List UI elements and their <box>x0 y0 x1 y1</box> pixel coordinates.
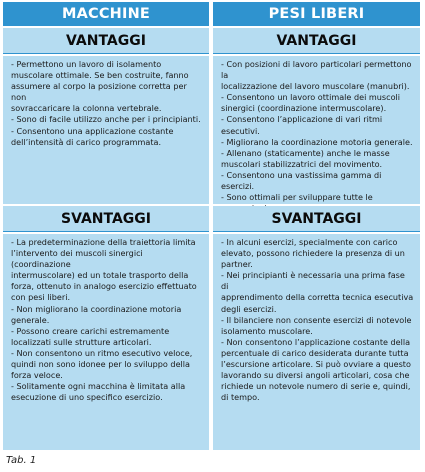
vantaggi-right-line: - Consentono una vastissima gamma di esercizi. <box>221 169 382 192</box>
vantaggi-left-line: muscolare ottimale. Se ben costruite, fanno <box>11 70 189 81</box>
svantaggi-left-line: esecuzione di uno specifico esercizio. <box>11 392 163 403</box>
vantaggi-right-line: sinergici (coordinazione intermuscolare). <box>221 103 387 114</box>
vantaggi-title-left: VANTAGGI <box>3 28 209 54</box>
vantaggi-right-line: - Allenano (staticamente) anche le masse <box>221 147 390 158</box>
vantaggi-right-line: - Sono ottimali per sviluppare tutte le <box>221 192 373 203</box>
vantaggi-right-line: localizzazione del lavoro muscolare (manubri). <box>221 81 410 92</box>
svantaggi-left-line: l’intervento dei muscoli sinergici (coordinazione <box>11 248 143 270</box>
svantaggi-right-line: - Nei principianti è necessaria una prima fase di <box>221 270 405 292</box>
svantaggi-right-line: - Il bilanciere non consente esercizi di notevole <box>221 314 412 325</box>
svantaggi-right-line: - Non consentono l’applicazione costante della <box>221 336 411 347</box>
svantaggi-right-line: l’escursione articolare. Si può ovviare a questo <box>221 359 411 370</box>
vantaggi-left-line: sovraccaricare la colonna vertebrale. <box>11 103 162 114</box>
svantaggi-left-line: intermuscolare) ed un totale trasporto della <box>11 270 189 281</box>
header-macchine: MACCHINE <box>3 2 209 26</box>
svantaggi-left-line: - La predeterminazione della traiettoria limita <box>11 237 196 247</box>
svantaggi-left-line: - Possono creare carichi estremamente <box>11 325 170 336</box>
vantaggi-left-line: - Consentono una applicazione costante <box>11 125 174 136</box>
svantaggi-cell-right <box>213 234 420 450</box>
vantaggi-left-line: - Sono di facile utilizzo anche per i principianti. <box>11 114 201 125</box>
svantaggi-right-line: apprendimento della corretta tecnica esecutiva <box>221 292 414 303</box>
svantaggi-right-line: di tempo. <box>221 392 260 403</box>
vantaggi-cell-left <box>3 56 209 204</box>
table-caption: Tab. 1 <box>6 455 37 466</box>
svantaggi-right-line: - In alcuni esercizi, specialmente con carico <box>221 237 398 247</box>
svantaggi-right-line: partner. <box>221 259 253 270</box>
svantaggi-right-line: isolamento muscolare. <box>221 325 313 336</box>
header-pesi-liberi: PESI LIBERI <box>213 2 420 26</box>
svantaggi-left-line: generale. <box>11 314 50 325</box>
vantaggi-cell-right <box>213 56 420 204</box>
svantaggi-title-left: SVANTAGGI <box>3 206 209 232</box>
svantaggi-right-line: richiede un notevole numero di serie e, quindi, <box>221 381 411 392</box>
vantaggi-title-right: VANTAGGI <box>213 28 420 54</box>
svantaggi-left-line: quindi non sono idonee per lo sviluppo della <box>11 359 191 370</box>
vantaggi-left-line: - Permettono un lavoro di isolamento <box>11 59 162 69</box>
svantaggi-left-line: forza veloce. <box>11 370 63 381</box>
svantaggi-right-line: elevato, possono richiedere la presenza di un <box>221 248 405 259</box>
vantaggi-left-line: assumere al corpo la posizione corretta per non <box>11 81 187 103</box>
vantaggi-right-line: - Migliorano la coordinazione motoria generale. <box>221 136 413 147</box>
vantaggi-right-line: - Con posizioni di lavoro particolari permettono la <box>221 59 412 81</box>
vantaggi-right-line: muscolari stabilizzatrici del movimento. <box>221 158 383 169</box>
svantaggi-left-line: - Solitamente ogni macchina è limitata alla <box>11 381 186 392</box>
svantaggi-left-line: localizzati sulle strutture articolari. <box>11 336 152 347</box>
svantaggi-right-line: degli esercizi. <box>221 303 277 314</box>
svantaggi-left-line: - Non consentono un ritmo esecutivo veloce, <box>11 347 193 358</box>
svantaggi-left-line: con pesi liberi. <box>11 292 71 303</box>
vantaggi-left-line: dell’intensità di carico programmata. <box>11 136 162 147</box>
svantaggi-left-line: forza, ottenuto in analogo esercizio effettuato <box>11 281 197 292</box>
svantaggi-cell-left <box>3 234 209 450</box>
svantaggi-right-line: lavorando su diversi angoli articolari, cosa che <box>221 370 410 381</box>
comparison-table <box>3 2 420 450</box>
svantaggi-right-line: percentuale di carico desiderata durante tutta <box>221 347 409 358</box>
svantaggi-title-right: SVANTAGGI <box>213 206 420 232</box>
svantaggi-left-line: - Non migliorano la coordinazione motoria <box>11 303 182 314</box>
vantaggi-right-line: - Consentono un lavoro ottimale dei muscoli <box>221 92 401 103</box>
vantaggi-right-line: - Consentono l’applicazione di vari ritmi esecutivi. <box>221 114 383 136</box>
